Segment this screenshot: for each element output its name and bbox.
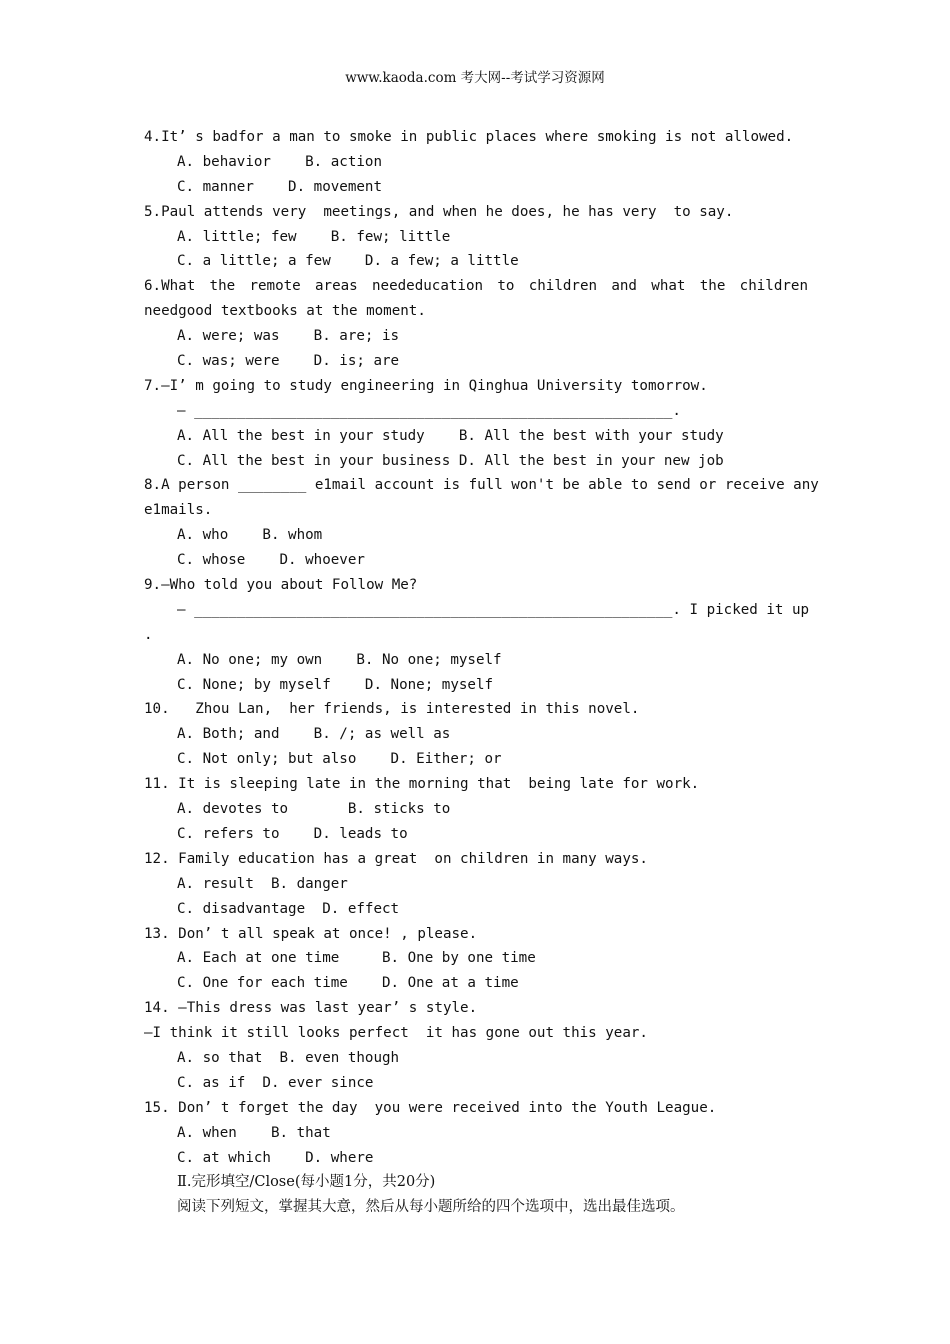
text-line: 10. Zhou Lan, her friends, is interested in this novel. [144,701,640,718]
text-line: 14. —This dress was last year’ s style. [144,1000,478,1017]
text-line: . [144,626,153,643]
text-line: C. was; were D. is; are [177,353,400,370]
text-line: 13. Don’ t all speak at once! , please. [144,925,478,942]
text-line: 7.—I’ m going to study engineering in Qinghua University tomorrow. [144,377,708,394]
text-line: —I think it still looks perfect it has gone out this year. [144,1025,648,1042]
text-line: C. whose D. whoever [177,552,365,569]
text-line: C. a little; a few D. a few; a little [177,253,519,270]
text-line: A. No one; my own B. No one; myself [177,651,502,668]
text-line: 8.A person ________ e1mail account is full won't be able to send or receive any [144,477,819,494]
text-line: A. behavior B. action [177,153,382,170]
text-line: 5.Paul attends very meetings, and when he does, he has very to say. [144,203,734,220]
text-line: C. disadvantage D. effect [177,900,400,917]
text-line: A. Each at one time B. One by one time [177,950,536,967]
text-line: A. devotes to B. sticks to [177,801,451,818]
text-line: C. manner D. movement [177,178,382,195]
text-line: A. were; was B. are; is [177,328,400,345]
text-line: 6.What the remote areas neededucation to children and what the children [144,278,808,295]
text-line: 12. Family education has a great on children in many ways. [144,850,648,867]
text-line: C. Not only; but also D. Either; or [177,751,502,768]
text-line: C. All the best in your business D. All the best in your new job [177,452,724,469]
text-line: C. None; by myself D. None; myself [177,676,494,693]
text-line: C. as if D. ever since [177,1074,374,1091]
text-line: — ________________________________________________________. [177,402,681,419]
text-line: e1mails. [144,502,213,519]
text-line: — ________________________________________________________. I picked it up [177,601,810,618]
text-line: A. so that B. even though [177,1049,400,1066]
text-line: C. at which D. where [177,1149,374,1166]
text-line: 4.It’ s badfor a man to smoke in public places where smoking is not allowed. [144,129,794,145]
text-line: C. One for each time D. One at a time [177,975,519,992]
text-line: 9.—Who told you about Follow Me? [144,577,418,594]
text-line: A. who B. whom [177,527,323,544]
document-body [144,125,819,1220]
text-line: 阅读下列短文，掌握其大意，然后从每小题所给的四个选项中，选出最佳选项。 [177,1199,685,1216]
text-line: A. result B. danger [177,875,348,892]
text-line: needgood textbooks at the moment. [144,303,426,320]
text-line: A. little; few B. few; little [177,228,451,245]
page-header: www.kaoda.com 考大网--考试学习资源网 [345,70,605,86]
text-line: 15. Don’ t forget the day you were received into the Youth League. [144,1099,717,1116]
text-line: C. refers to D. leads to [177,825,408,842]
text-line: A. All the best in your study B. All the best with your study [177,427,724,444]
text-line: A. when B. that [177,1124,331,1141]
text-line: A. Both; and B. /; as well as [177,726,451,743]
text-line: 11. It is sleeping late in the morning that being late for work. [144,776,700,793]
text-line: Ⅱ.完形填空/Close(每小题1分，共20分) [177,1174,436,1191]
